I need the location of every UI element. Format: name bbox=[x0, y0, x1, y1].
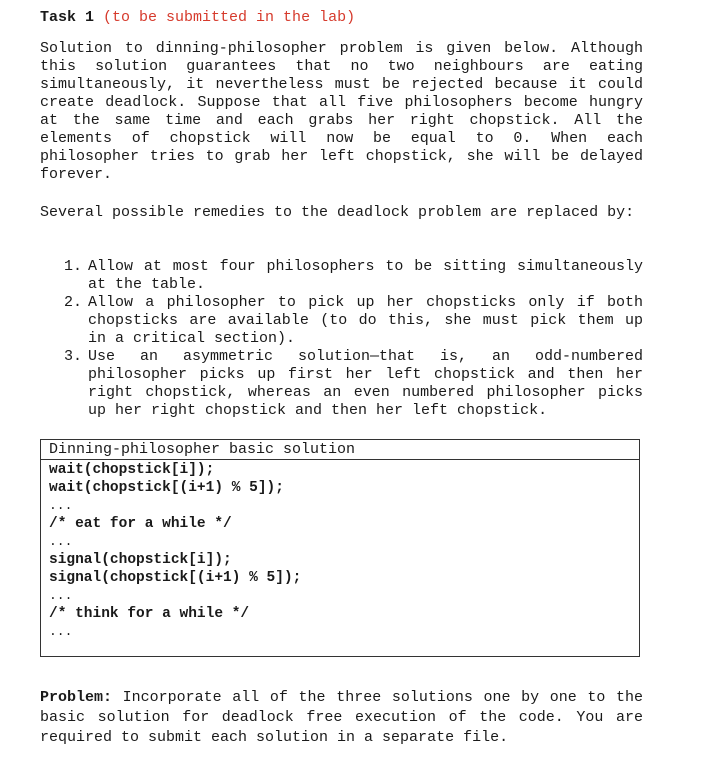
code-line: signal(chopstick[(i+1) % 5]); bbox=[49, 570, 302, 586]
document-page bbox=[40, 8, 643, 746]
remedy-text: Allow at most four philosophers to be sitting simultaneously at the table. bbox=[88, 258, 643, 293]
remedies-list bbox=[64, 258, 643, 420]
task-heading bbox=[40, 8, 643, 28]
code-box bbox=[40, 439, 640, 657]
remedy-text: Use an asymmetric solution—that is, an odd-numbered philosopher picks up first her left chopstick and then her right chopstick, whereas an even numbered philosopher picks up her right chopstick and then her left chopstick. bbox=[88, 348, 643, 419]
code-lines bbox=[41, 460, 639, 641]
code-line: /* eat for a while */ bbox=[49, 516, 232, 532]
problem-label: Problem: bbox=[40, 689, 113, 706]
remedy-item bbox=[64, 294, 643, 348]
remedy-number: 1. bbox=[64, 258, 83, 275]
remedy-number: 3. bbox=[64, 348, 83, 365]
problem-paragraph bbox=[40, 688, 643, 748]
code-line-ellipsis: ... bbox=[49, 588, 73, 603]
remedy-item bbox=[64, 258, 643, 294]
task-note: (to be submitted in the lab) bbox=[103, 9, 356, 26]
code-line: wait(chopstick[(i+1) % 5]); bbox=[49, 480, 284, 496]
code-line-ellipsis: ... bbox=[49, 624, 73, 639]
remedies-intro: Several possible remedies to the deadlock problem are replaced by: bbox=[40, 204, 635, 221]
remedy-number: 2. bbox=[64, 294, 83, 311]
code-line: /* think for a while */ bbox=[49, 606, 250, 622]
remedy-text: Allow a philosopher to pick up her chopsticks only if both chopsticks are available (to do this, she must pick them up in a critical section). bbox=[88, 294, 643, 347]
code-line-ellipsis: ... bbox=[49, 498, 73, 513]
intro-paragraph: Solution to dinning-philosopher problem is given below. Although this solution guarantees that no two neighbours are eating simultaneously, it nevertheless must be rejected because it could create deadlock. Suppose that all five philosophers become hungry at the same time and each grabs her right chopstick. All the elements of chopstick will now be equal to 0. When each philosopher tries to grab her left chopstick, she will be delayed forever. bbox=[40, 40, 643, 183]
remedy-item bbox=[64, 348, 643, 420]
code-box-title: Dinning-philosopher basic solution bbox=[41, 440, 639, 460]
code-line: signal(chopstick[i]); bbox=[49, 552, 232, 568]
code-line-ellipsis: ... bbox=[49, 534, 73, 549]
code-line: wait(chopstick[i]); bbox=[49, 462, 215, 478]
problem-text: Incorporate all of the three solutions one by one to the basic solution for deadlock free execution of the code. You are required to submit each solution in a separate file. bbox=[40, 689, 643, 746]
task-title: Task 1 bbox=[40, 9, 95, 26]
